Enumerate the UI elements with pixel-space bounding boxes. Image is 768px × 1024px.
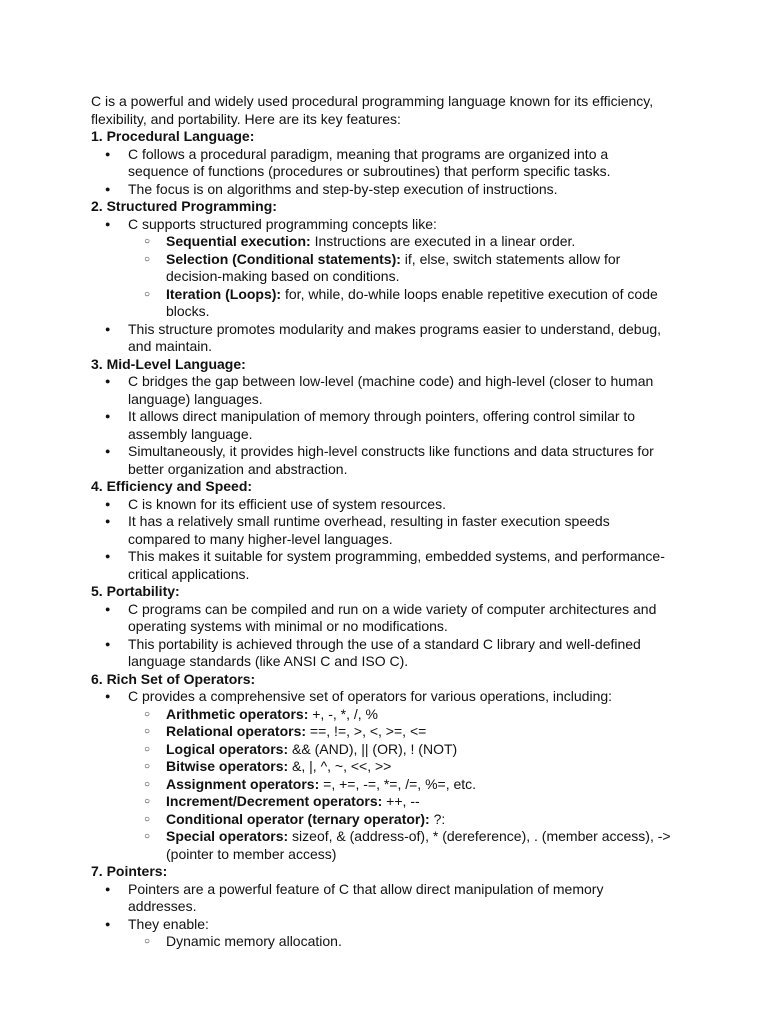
sub-bullet-text: Dynamic memory allocation. (166, 933, 342, 949)
section-heading: 6. Rich Set of Operators: (91, 670, 256, 687)
sub-bullet-text: && (AND), || (OR), ! (NOT) (288, 740, 458, 757)
sub-bullet-term: Conditional operator (ternary operator): (166, 810, 430, 827)
section-heading: 3. Mid-Level Language: (91, 355, 246, 372)
intro-paragraph: C is a powerful and widely used procedural programming language known for its efficiency, flexibility, and portability. Here are its key features: (91, 93, 654, 127)
section (91, 128, 671, 198)
sub-bullet-term: Selection (Conditional statements): (166, 250, 401, 267)
bullet-item (91, 688, 671, 706)
section-heading: 2. Structured Programming: (91, 198, 277, 214)
section-heading: 7. Pointers: (91, 863, 168, 879)
sub-bullet-list (91, 933, 671, 951)
section-heading: 5. Portability: (91, 583, 180, 599)
bullet-item (91, 916, 671, 934)
bullet-text: C provides a comprehensive set of operators for various operations, including: (128, 688, 613, 704)
bullet-text: Simultaneously, it provides high-level constructs like functions and data structures for better organization and abstraction. (128, 443, 654, 477)
sub-bullet-item (91, 286, 671, 321)
sub-bullet-text: ?: (429, 810, 446, 827)
bullet-text: They enable: (128, 915, 209, 932)
sub-bullet-term: Relational operators: (166, 723, 307, 739)
section (91, 198, 671, 356)
sub-bullet-item (91, 933, 671, 951)
bullet-text: It allows direct manipulation of memory through pointers, offering control similar to assembly language. (128, 408, 636, 442)
bullet-text: C bridges the gap between low-level (machine code) and high-level (closer to human language) languages. (128, 373, 654, 407)
bullet-list (91, 601, 671, 671)
bullet-item (91, 181, 671, 199)
bullet-list (91, 496, 671, 584)
sub-bullet-text: =, +=, -=, *=, /=, %=, etc. (319, 775, 477, 792)
bullet-item (91, 496, 671, 514)
document-body (91, 93, 671, 951)
section (91, 671, 671, 864)
sections-container (91, 128, 671, 951)
section (91, 863, 671, 951)
bullet-item (91, 443, 671, 478)
sub-bullet-term: Logical operators: (166, 740, 289, 757)
bullet-item (91, 513, 671, 548)
bullet-text: C is known for its efficient use of system resources. (128, 495, 446, 512)
section-heading: 1. Procedural Language: (91, 128, 255, 144)
bullet-item (91, 548, 671, 583)
sub-bullet-item (91, 828, 671, 863)
sub-bullet-text: for, while, do-while loops enable repetitive execution of code blocks. (166, 285, 658, 319)
section (91, 356, 671, 479)
sub-bullet-text: ++, -- (382, 793, 420, 809)
bullet-item (91, 321, 671, 356)
section-heading: 4. Efficiency and Speed: (91, 478, 253, 494)
bullet-text: C programs can be compiled and run on a wide variety of computer architectures and operating systems with minimal or no modifications. (128, 600, 657, 634)
sub-bullet-item (91, 741, 671, 759)
bullet-text: C supports structured programming concepts like: (128, 215, 437, 232)
sub-bullet-list (91, 706, 671, 864)
sub-bullet-term: Sequential execution: (166, 233, 311, 249)
bullet-item (91, 601, 671, 636)
sub-bullet-text: if, else, switch statements allow for decision-making based on conditions. (166, 250, 621, 284)
bullet-text: The focus is on algorithms and step-by-step execution of instructions. (128, 180, 558, 197)
sub-bullet-term: Increment/Decrement operators: (166, 793, 383, 809)
sub-bullet-term: Iteration (Loops): (166, 285, 282, 302)
sub-bullet-item (91, 793, 671, 811)
sub-bullet-item (91, 811, 671, 829)
section (91, 478, 671, 583)
bullet-text: This portability is achieved through the use of a standard C library and well-defined language standards (like ANSI C and ISO C). (128, 635, 641, 669)
bullet-list (91, 688, 671, 863)
sub-bullet-item (91, 776, 671, 794)
sub-bullet-text: ==, !=, >, <, >=, <= (306, 723, 427, 739)
bullet-item (91, 146, 671, 181)
sub-bullet-list (91, 233, 671, 321)
sub-bullet-text: sizeof, & (address-of), * (dereference), . (member access), -> (pointer to member access) (166, 828, 671, 862)
sub-bullet-item (91, 706, 671, 724)
bullet-text: It has a relatively small runtime overhead, resulting in faster execution speeds compared to many higher-level languages. (128, 513, 610, 547)
sub-bullet-term: Special operators: (166, 828, 289, 844)
bullet-text: C follows a procedural paradigm, meaning that programs are organized into a sequence of functions (procedures or subroutines) that perform specific tasks. (128, 145, 611, 179)
bullet-item (91, 373, 671, 408)
bullet-item (91, 216, 671, 234)
bullet-text: This structure promotes modularity and makes programs easier to understand, debug, and maintain. (128, 320, 662, 354)
sub-bullet-text: +, -, *, /, % (308, 705, 378, 722)
sub-bullet-item (91, 233, 671, 251)
section (91, 583, 671, 671)
sub-bullet-item (91, 723, 671, 741)
bullet-text: This makes it suitable for system programming, embedded systems, and performance-critical applications. (128, 548, 665, 582)
bullet-list (91, 146, 671, 199)
sub-bullet-term: Arithmetic operators: (166, 705, 309, 722)
bullet-item (91, 408, 671, 443)
sub-bullet-text: &, |, ^, ~, <<, >> (288, 758, 392, 774)
bullet-list (91, 373, 671, 478)
sub-bullet-text: Instructions are executed in a linear order. (310, 233, 576, 249)
bullet-text: Pointers are a powerful feature of C that allow direct manipulation of memory addresses. (128, 880, 604, 914)
sub-bullet-item (91, 251, 671, 286)
sub-bullet-item (91, 758, 671, 776)
bullet-item (91, 881, 671, 916)
sub-bullet-term: Bitwise operators: (166, 758, 289, 774)
bullet-list (91, 881, 671, 951)
bullet-list (91, 216, 671, 356)
sub-bullet-term: Assignment operators: (166, 775, 320, 792)
bullet-item (91, 636, 671, 671)
